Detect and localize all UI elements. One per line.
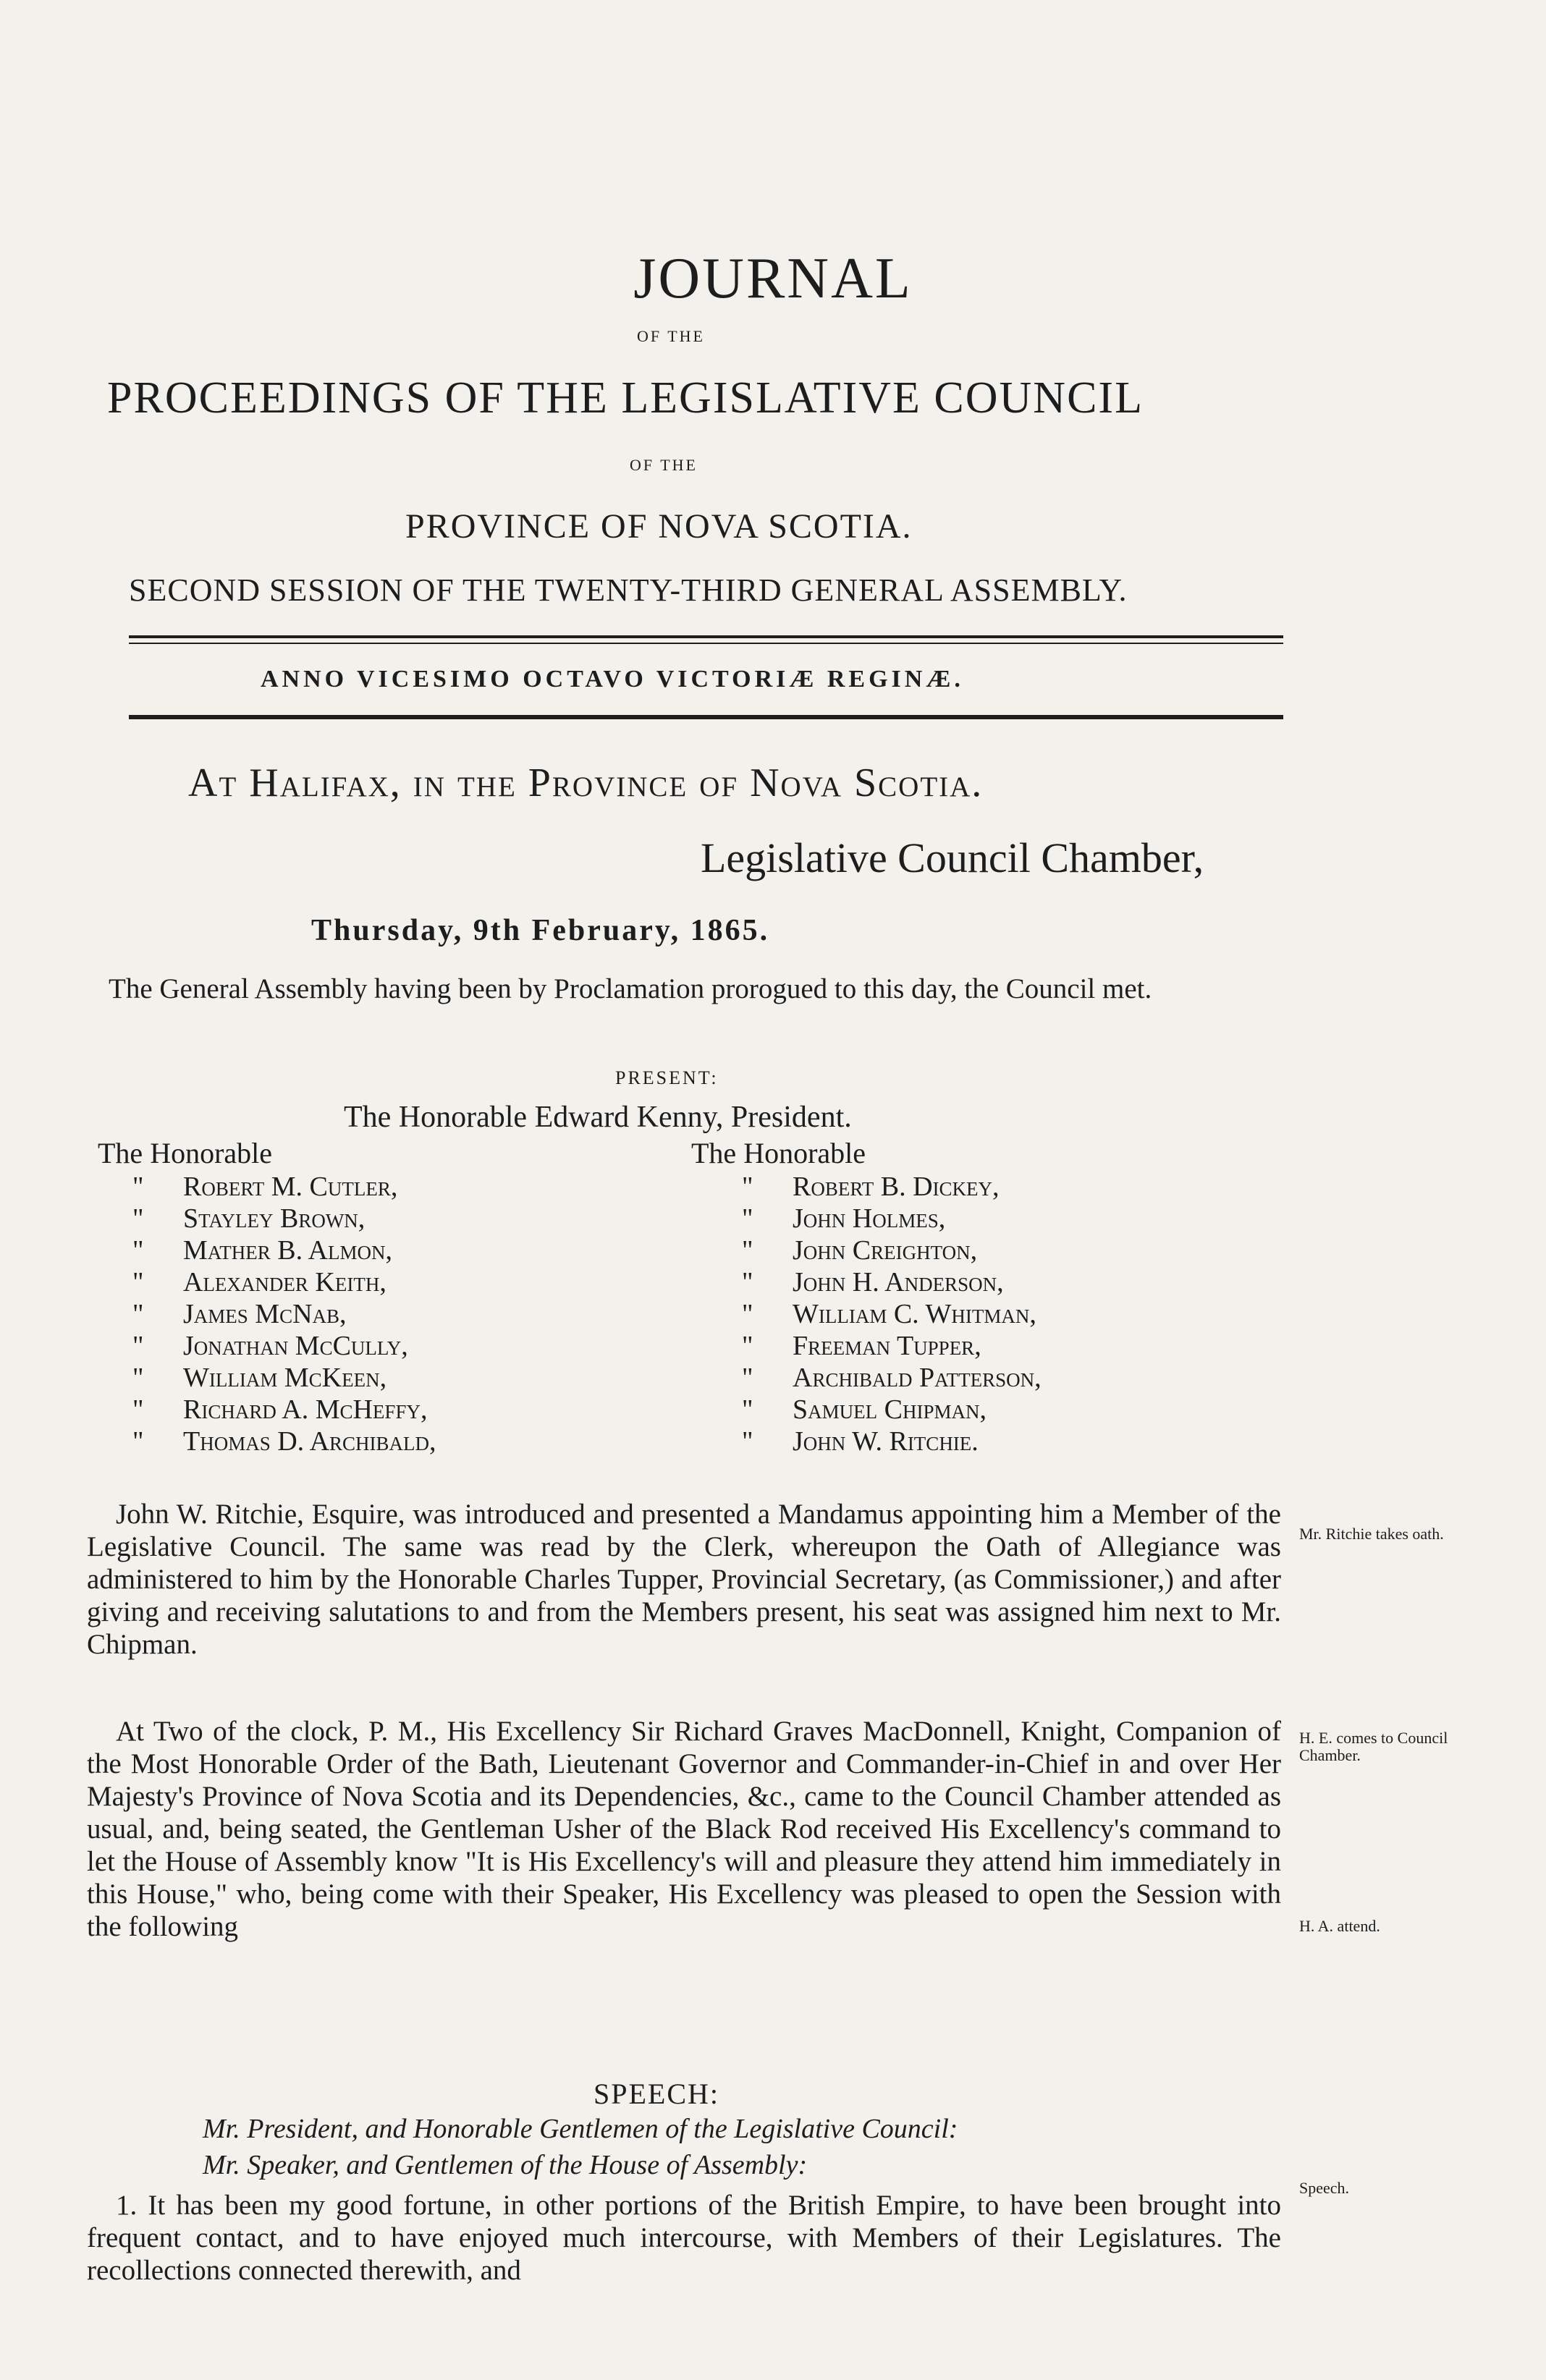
honorable-heading-right: The Honorable — [691, 1137, 866, 1169]
of-the-line-2: OF THE — [630, 456, 698, 474]
ditto-mark: " — [742, 1299, 753, 1329]
sitting-place: At Halifax, in the Province of Nova Scotia. — [188, 761, 984, 805]
opening-paragraph: The General Assembly having been by Proclamation prorogued to this day, the Council met. — [109, 973, 1152, 1004]
list-item: " William C. Whitman, — [742, 1299, 1036, 1329]
ditto-mark: " — [742, 1203, 753, 1234]
ditto-mark: " — [132, 1267, 144, 1297]
regnal-year-line: ANNO VICESIMO OCTAVO VICTORIÆ REGINÆ. — [261, 666, 964, 693]
list-item: " John Holmes, — [742, 1203, 946, 1234]
sitting-date: Thursday, 9th February, 1865. — [311, 914, 770, 947]
ditto-mark: " — [742, 1394, 753, 1425]
ditto-mark: " — [742, 1331, 753, 1361]
double-rule-bottom — [129, 643, 1283, 644]
margin-note-assembly: H. A. attend. — [1299, 1917, 1380, 1935]
members-right-column — [742, 1171, 1042, 1457]
list-item: " Richard A. McHeffy, — [132, 1394, 428, 1425]
list-item: " Jonathan McCully, — [132, 1331, 408, 1361]
margin-note-governor: H. E. comes to Council Chamber. — [1299, 1729, 1448, 1764]
list-item: " William McKeen, — [132, 1363, 387, 1393]
ditto-mark: " — [132, 1426, 144, 1457]
list-item: " Mather B. Almon, — [132, 1235, 392, 1266]
list-item: " Samuel Chipman, — [742, 1394, 987, 1425]
list-item: " Robert B. Dickey, — [742, 1172, 1000, 1202]
speech-paragraph-1: 1. It has been my good fortune, in other portions of the British Empire, to have been brought into frequent contact, and to have enjoyed much intercourse, with Members of their Legislatures. The recollections connected therewith, and — [87, 2190, 1281, 2286]
ditto-mark: " — [132, 1331, 144, 1361]
speech-heading: SPEECH: — [594, 2078, 720, 2110]
ditto-mark: " — [132, 1172, 144, 1202]
list-item: " John Creighton, — [742, 1235, 978, 1266]
ditto-mark: " — [132, 1299, 144, 1329]
ditto-mark: " — [742, 1235, 753, 1266]
heavy-rule — [129, 715, 1283, 719]
of-the-line-1: OF THE — [637, 327, 705, 345]
session-heading: SECOND SESSION OF THE TWENTY-THIRD GENERAL ASSEMBLY. — [129, 572, 1128, 608]
list-item: " John W. Ritchie. — [742, 1426, 979, 1457]
list-item: " John H. Anderson, — [742, 1267, 1004, 1297]
address-assembly: Mr. Speaker, and Gentlemen of the House of Assembly: — [203, 2150, 808, 2180]
members-left-column — [132, 1171, 436, 1457]
list-item: " Robert M. Cutler, — [132, 1172, 398, 1202]
ditto-mark: " — [132, 1394, 144, 1425]
ditto-mark: " — [742, 1172, 753, 1202]
list-item: " Thomas D. Archibald, — [132, 1426, 436, 1457]
list-item: " Freeman Tupper, — [742, 1331, 981, 1361]
address-council: Mr. President, and Honorable Gentlemen of the Legislative Council: — [203, 2114, 958, 2144]
honorable-heading-left: The Honorable — [98, 1137, 273, 1169]
president-line: The Honorable Edward Kenny, President. — [344, 1101, 852, 1134]
list-item: " Stayley Brown, — [132, 1203, 366, 1234]
margin-note-speech: Speech. — [1299, 2179, 1350, 2197]
ditto-mark: " — [132, 1235, 144, 1266]
ditto-mark: " — [742, 1426, 753, 1457]
governor-paragraph: At Two of the clock, P. M., His Excellency Sir Richard Graves MacDonnell, Knight, Companion of the Most Honorable Order of the Bath, Lieutenant Governor and Commander-in-Chief in and over Her Majesty's Province of Nova Scotia and its Dependencies, &c., came to the Council Chamber attended as usual, and, being seated, the Gentleman Usher of the Black Rod received His Excellency's command to let the House of Assembly know "It is His Excellency's will and pleasure they attend him immediately in this House," who, being come with their Speaker, His Excellency was pleased to open the Session with the following — [87, 1716, 1281, 1942]
ditto-mark: " — [742, 1363, 753, 1393]
list-item: " Alexander Keith, — [132, 1267, 386, 1297]
ritchie-paragraph: John W. Ritchie, Esquire, was introduced and presented a Mandamus appointing him a Member of the Legislative Council. The same was read by the Clerk, whereupon the Oath of Allegiance was administered to him by the Honorable Charles Tupper, Provincial Secretary, (as Commissioner,) and after giving and receiving salutations to and from the Members present, his seat was assigned him next to Mr. Chipman. — [87, 1499, 1281, 1660]
ditto-mark: " — [132, 1203, 144, 1234]
ditto-mark: " — [132, 1363, 144, 1393]
council-chamber-heading: Legislative Council Chamber, — [701, 834, 1204, 881]
proceedings-heading: PROCEEDINGS OF THE LEGISLATIVE COUNCIL — [107, 373, 1144, 423]
margin-note-ritchie-oath: Mr. Ritchie takes oath. — [1299, 1525, 1444, 1543]
province-heading: PROVINCE OF NOVA SCOTIA. — [405, 507, 913, 546]
ditto-mark: " — [742, 1267, 753, 1297]
present-heading: PRESENT: — [615, 1067, 719, 1088]
double-rule-top — [129, 635, 1283, 638]
list-item: " James McNab, — [132, 1299, 347, 1329]
list-item: " Archibald Patterson, — [742, 1363, 1042, 1393]
journal-title: JOURNAL — [633, 247, 913, 310]
